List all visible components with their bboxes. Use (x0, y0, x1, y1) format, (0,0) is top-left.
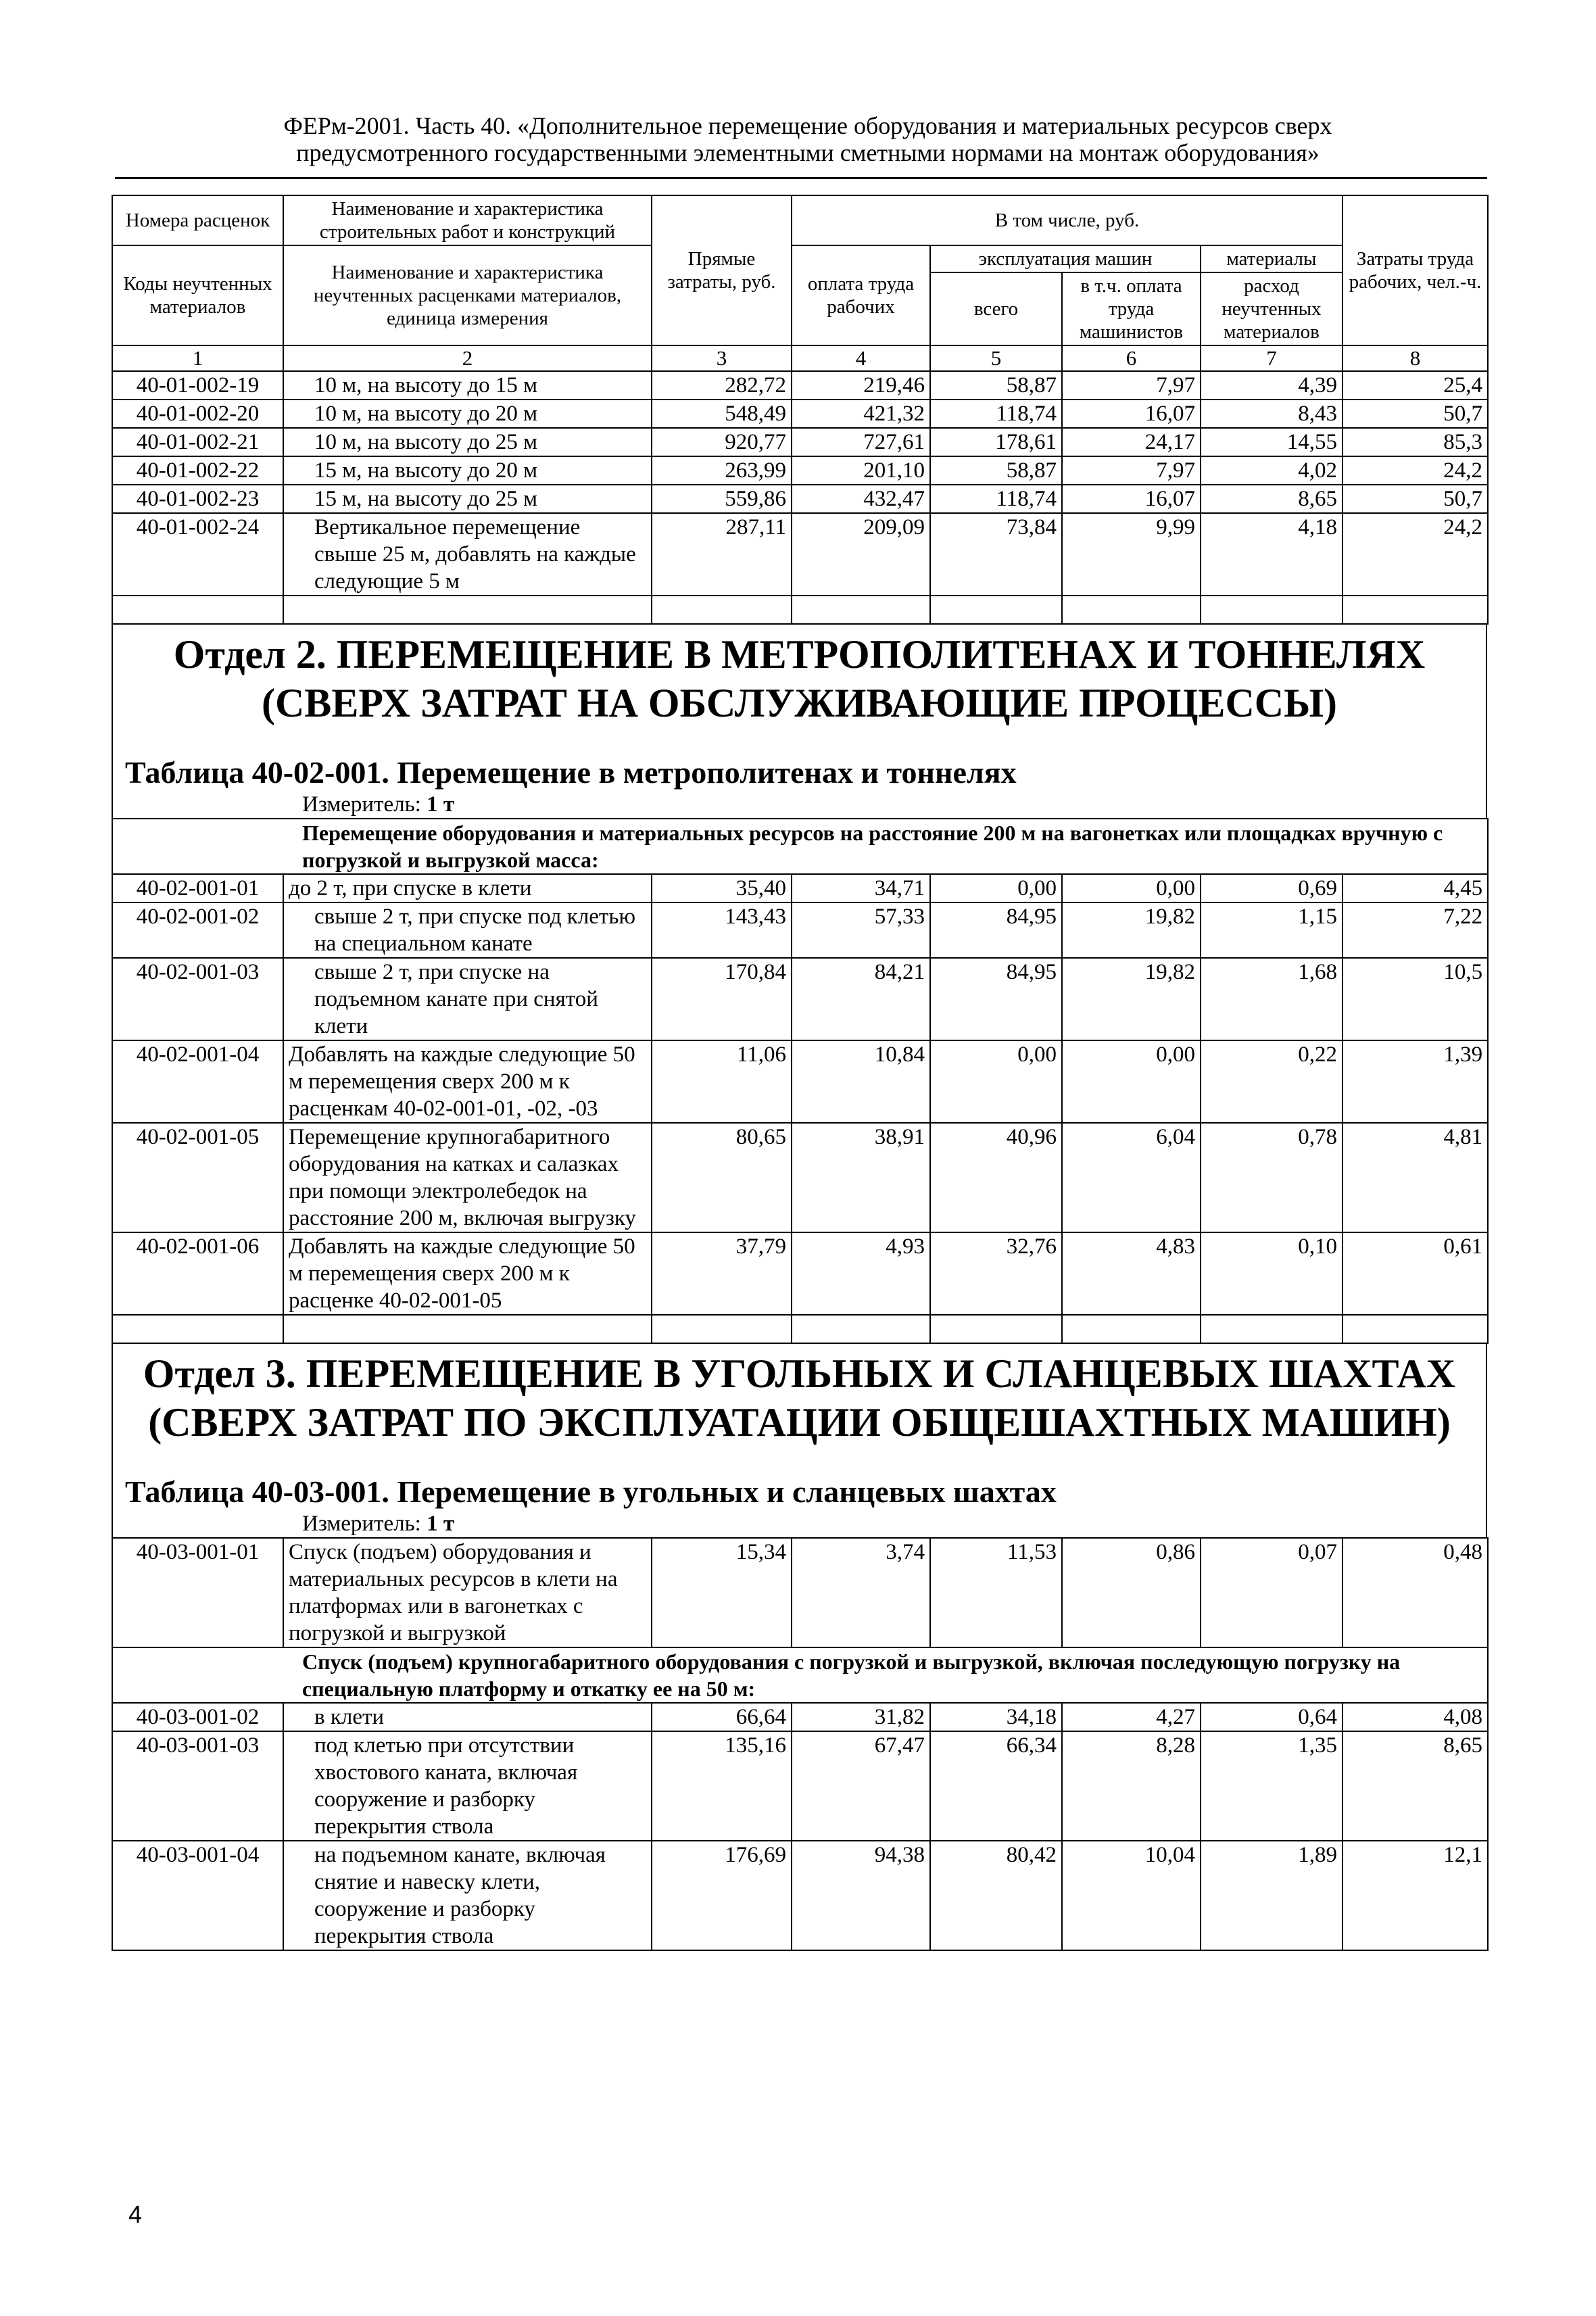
header-line-2: предусмотренного государственными элементными сметными нормами на монтаж оборудования» (296, 139, 1320, 166)
header-rule (115, 177, 1487, 179)
rate-code: 40-01-002-20 (112, 400, 283, 428)
table-40-03-001-title: Таблица 40-03-001. Перемещение в угольных и сланцевых шахтах (125, 1474, 1057, 1509)
table-header-row-1 (112, 195, 1488, 245)
table-40-02-001-title: Таблица 40-02-001. Перемещение в метрополитенах и тоннелях (125, 755, 1017, 790)
machinists-pay: 10,04 (1062, 1841, 1201, 1950)
section3-title: Отдел 3. ПЕРЕМЕЩЕНИЕ В УГОЛЬНЫХ И СЛАНЦЕВЫХ ШАХТАХ (СВЕРХ ЗАТРАТ ПО ЭКСПЛУАТАЦИИ ОБЩЕШАХТНЫХ МАШИН) (143, 1351, 1456, 1445)
table-row (112, 902, 1488, 958)
materials: 1,15 (1201, 902, 1343, 958)
machines-total: 73,84 (930, 513, 1062, 596)
rate-code: 40-03-001-01 (112, 1538, 283, 1647)
labor-costs: 85,3 (1343, 428, 1488, 456)
labor-pay: 10,84 (792, 1040, 930, 1123)
rate-name: 10 м, на высоту до 20 м (283, 400, 652, 428)
unit-value: 1 т (427, 792, 455, 817)
rate-name: Добавлять на каждые следующие 50 м перемещения сверх 200 м к расценкам 40-02-001-01, -02, -03 (283, 1040, 652, 1123)
table-row (112, 1232, 1488, 1315)
machinists-pay: 0,00 (1062, 1040, 1201, 1123)
materials: 14,55 (1201, 428, 1343, 456)
machinists-pay: 7,97 (1062, 371, 1201, 400)
direct-costs: 35,40 (652, 874, 792, 902)
materials: 1,89 (1201, 1841, 1343, 1950)
table-row (112, 1703, 1488, 1731)
direct-costs: 15,34 (652, 1538, 792, 1647)
machines-total: 34,18 (930, 1703, 1062, 1731)
labor-costs: 10,5 (1343, 958, 1488, 1040)
direct-costs: 135,16 (652, 1731, 792, 1841)
machines-total: 84,95 (930, 958, 1062, 1040)
rate-name: в клети (283, 1703, 652, 1731)
direct-costs: 37,79 (652, 1232, 792, 1315)
labor-pay: 209,09 (792, 513, 930, 596)
materials: 0,10 (1201, 1232, 1343, 1315)
materials: 0,69 (1201, 874, 1343, 902)
labor-costs: 8,65 (1343, 1731, 1488, 1841)
rate-name: под клетью при отсутствии хвостового каната, включая сооружение и разборку перекрытия ствола (283, 1731, 652, 1841)
column-index: 5 (930, 345, 1062, 371)
column-index: 3 (652, 345, 792, 371)
col-header-material-name: Наименование и характеристика неучтенных расценками материалов, единица измерения (283, 245, 652, 345)
machinists-pay: 4,83 (1062, 1232, 1201, 1315)
materials: 1,68 (1201, 958, 1343, 1040)
materials: 1,35 (1201, 1731, 1343, 1841)
unit-of-measure (113, 1510, 1486, 1537)
table-row (112, 371, 1488, 400)
rate-code: 40-01-002-22 (112, 456, 283, 485)
table-row (112, 485, 1488, 513)
direct-costs: 80,65 (652, 1123, 792, 1232)
materials: 4,18 (1201, 513, 1343, 596)
page-header (139, 112, 1477, 166)
col-header-work-name: Наименование и характеристика строительных работ и конструкций (283, 195, 652, 245)
labor-pay: 432,47 (792, 485, 930, 513)
rate-code: 40-02-001-05 (112, 1123, 283, 1232)
column-index: 1 (112, 345, 283, 371)
group-row (112, 1647, 1488, 1703)
table-row (112, 1841, 1488, 1950)
materials: 0,22 (1201, 1040, 1343, 1123)
labor-costs: 50,7 (1343, 400, 1488, 428)
group-text: Спуск (подъем) крупногабаритного оборудования с погрузкой и выгрузкой, включая последующую погрузку на специальную платформу и откатку ее на 50 м: (112, 1647, 1488, 1703)
direct-costs: 548,49 (652, 400, 792, 428)
table-row (112, 428, 1488, 456)
col-header-rate-numbers: Номера расценок (112, 195, 283, 245)
rate-code: 40-01-002-24 (112, 513, 283, 596)
unit-of-measure (113, 791, 1486, 818)
column-index: 7 (1201, 345, 1343, 371)
rate-code: 40-03-001-04 (112, 1841, 283, 1950)
direct-costs: 282,72 (652, 371, 792, 400)
page-number: 4 (128, 2200, 143, 2228)
section1-rows (112, 371, 1488, 596)
labor-costs: 24,2 (1343, 456, 1488, 485)
col-header-direct-costs: Прямые затраты, руб. (652, 195, 792, 345)
rate-code: 40-01-002-21 (112, 428, 283, 456)
labor-pay: 3,74 (792, 1538, 930, 1647)
machines-total: 118,74 (930, 400, 1062, 428)
labor-pay: 421,32 (792, 400, 930, 428)
rate-code: 40-01-002-19 (112, 371, 283, 400)
labor-pay: 727,61 (792, 428, 930, 456)
rate-name: 10 м, на высоту до 25 м (283, 428, 652, 456)
machines-total: 0,00 (930, 1040, 1062, 1123)
materials: 0,64 (1201, 1703, 1343, 1731)
machinists-pay: 7,97 (1062, 456, 1201, 485)
machines-total: 0,00 (930, 874, 1062, 902)
direct-costs: 170,84 (652, 958, 792, 1040)
direct-costs: 11,06 (652, 1040, 792, 1123)
labor-costs: 4,81 (1343, 1123, 1488, 1232)
section3-rows (112, 1703, 1488, 1950)
rate-name: свыше 2 т, при спуске под клетью на специальном канате (283, 902, 652, 958)
unit-value: 1 т (427, 1512, 455, 1536)
col-header-labor-costs: Затраты труда рабочих, чел.-ч. (1343, 195, 1488, 345)
column-index: 6 (1062, 345, 1201, 371)
rate-code: 40-02-001-04 (112, 1040, 283, 1123)
rate-name: Добавлять на каждые следующие 50 м перемещения сверх 200 м к расценке 40-02-001-05 (283, 1232, 652, 1315)
col-header-machines-total: всего (930, 272, 1062, 345)
labor-costs: 4,08 (1343, 1703, 1488, 1731)
materials: 4,02 (1201, 456, 1343, 485)
column-index: 4 (792, 345, 930, 371)
column-index: 2 (283, 345, 652, 371)
labor-costs: 24,2 (1343, 513, 1488, 596)
labor-pay: 219,46 (792, 371, 930, 400)
machines-total: 84,95 (930, 902, 1062, 958)
direct-costs: 143,43 (652, 902, 792, 958)
table-row (112, 1538, 1488, 1647)
table-row (112, 958, 1488, 1040)
labor-costs: 25,4 (1343, 371, 1488, 400)
machinists-pay: 19,82 (1062, 958, 1201, 1040)
direct-costs: 287,11 (652, 513, 792, 596)
labor-pay: 31,82 (792, 1703, 930, 1731)
materials: 0,78 (1201, 1123, 1343, 1232)
rate-code: 40-02-001-06 (112, 1232, 283, 1315)
rate-name: свыше 2 т, при спуске на подъемном канате при снятой клети (283, 958, 652, 1040)
table-header-row-2 (112, 245, 1488, 272)
rate-code: 40-03-001-03 (112, 1731, 283, 1841)
machinists-pay: 16,07 (1062, 400, 1201, 428)
machines-total: 178,61 (930, 428, 1062, 456)
labor-costs: 50,7 (1343, 485, 1488, 513)
labor-costs: 1,39 (1343, 1040, 1488, 1123)
table-row (112, 874, 1488, 902)
group-row (112, 819, 1488, 874)
labor-pay: 67,47 (792, 1731, 930, 1841)
unit-label: Измеритель: (302, 1512, 421, 1536)
section2-rows (112, 874, 1488, 1315)
machinists-pay: 4,27 (1062, 1703, 1201, 1731)
labor-costs: 12,1 (1343, 1841, 1488, 1950)
direct-costs: 559,86 (652, 485, 792, 513)
materials: 4,39 (1201, 371, 1343, 400)
machinists-pay: 9,99 (1062, 513, 1201, 596)
col-header-machinists-pay: в т.ч. оплата труда машинистов (1062, 272, 1201, 345)
table-row (112, 513, 1488, 596)
labor-pay: 201,10 (792, 456, 930, 485)
machinists-pay: 24,17 (1062, 428, 1201, 456)
machines-total: 118,74 (930, 485, 1062, 513)
machines-total: 58,87 (930, 371, 1062, 400)
labor-pay: 34,71 (792, 874, 930, 902)
labor-pay: 84,21 (792, 958, 930, 1040)
rate-name: 15 м, на высоту до 20 м (283, 456, 652, 485)
spacer-row (112, 1315, 1488, 1343)
rate-name: 10 м, на высоту до 15 м (283, 371, 652, 400)
labor-pay: 94,38 (792, 1841, 930, 1950)
machines-total: 66,34 (930, 1731, 1062, 1841)
col-header-machines: эксплуатация машин (930, 245, 1201, 272)
rate-name: на подъемном канате, включая снятие и навеску клети, сооружение и разборку перекрытия ствола (283, 1841, 652, 1950)
rate-code: 40-02-001-01 (112, 874, 283, 902)
machines-total: 58,87 (930, 456, 1062, 485)
section3-block (112, 1344, 1487, 1537)
machinists-pay: 19,82 (1062, 902, 1201, 958)
column-index-row (112, 345, 1488, 371)
machines-total: 32,76 (930, 1232, 1062, 1315)
unit-label: Измеритель: (302, 792, 421, 817)
col-header-materials-usage: расход неучтенных материалов (1201, 272, 1343, 345)
section2-block (112, 625, 1487, 818)
labor-pay: 4,93 (792, 1232, 930, 1315)
spacer-row (112, 596, 1488, 624)
machinists-pay: 6,04 (1062, 1123, 1201, 1232)
materials: 8,43 (1201, 400, 1343, 428)
table-row (112, 400, 1488, 428)
labor-costs: 7,22 (1343, 902, 1488, 958)
group-text: Перемещение оборудования и материальных ресурсов на расстояние 200 м на вагонетках или площадках вручную с погрузкой и выгрузкой масса: (112, 819, 1488, 874)
rate-code: 40-01-002-23 (112, 485, 283, 513)
rate-name: Перемещение крупногабаритного оборудования на катках и салазках при помощи электролебедок на расстояние 200 м, включая выгрузку (283, 1123, 652, 1232)
table-row (112, 1040, 1488, 1123)
header-line-1: ФЕРм-2001. Часть 40. «Дополнительное перемещение оборудования и материальных ресурсов сверх (283, 112, 1332, 139)
table-40-03-001 (112, 1537, 1489, 1951)
rate-name: 15 м, на высоту до 25 м (283, 485, 652, 513)
materials: 0,07 (1201, 1538, 1343, 1647)
table-row (112, 456, 1488, 485)
col-header-including: В том числе, руб. (792, 195, 1343, 245)
machines-total: 40,96 (930, 1123, 1062, 1232)
table-40-02-001 (112, 818, 1489, 1344)
machinists-pay: 16,07 (1062, 485, 1201, 513)
rate-name: Вертикальное перемещение свыше 25 м, добавлять на каждые следующие 5 м (283, 513, 652, 596)
rate-name: до 2 т, при спуске в клети (283, 874, 652, 902)
labor-costs: 0,48 (1343, 1538, 1488, 1647)
rate-name: Спуск (подъем) оборудования и материальных ресурсов в клети на платформах или в вагонетках с погрузкой и выгрузкой (283, 1538, 652, 1647)
labor-pay: 38,91 (792, 1123, 930, 1232)
col-header-materials: материалы (1201, 245, 1343, 272)
document-body (112, 195, 1487, 1951)
direct-costs: 263,99 (652, 456, 792, 485)
labor-costs: 0,61 (1343, 1232, 1488, 1315)
table-row (112, 1123, 1488, 1232)
rate-code: 40-02-001-02 (112, 902, 283, 958)
column-index: 8 (1343, 345, 1488, 371)
direct-costs: 176,69 (652, 1841, 792, 1950)
col-header-labor-pay: оплата труда рабочих (792, 245, 930, 345)
rate-code: 40-03-001-02 (112, 1703, 283, 1731)
direct-costs: 66,64 (652, 1703, 792, 1731)
rate-code: 40-02-001-03 (112, 958, 283, 1040)
machinists-pay: 0,00 (1062, 874, 1201, 902)
col-header-material-codes: Коды неучтенных материалов (112, 245, 283, 345)
labor-pay: 57,33 (792, 902, 930, 958)
table-row (112, 1731, 1488, 1841)
machinists-pay: 8,28 (1062, 1731, 1201, 1841)
machinists-pay: 0,86 (1062, 1538, 1201, 1647)
materials: 8,65 (1201, 485, 1343, 513)
rates-table (112, 195, 1489, 625)
section2-title: Отдел 2. ПЕРЕМЕЩЕНИЕ В МЕТРОПОЛИТЕНАХ И ТОННЕЛЯХ (СВЕРХ ЗАТРАТ НА ОБСЛУЖИВАЮЩИЕ ПРОЦЕССЫ) (173, 632, 1426, 725)
labor-costs: 4,45 (1343, 874, 1488, 902)
machines-total: 80,42 (930, 1841, 1062, 1950)
machines-total: 11,53 (930, 1538, 1062, 1647)
direct-costs: 920,77 (652, 428, 792, 456)
